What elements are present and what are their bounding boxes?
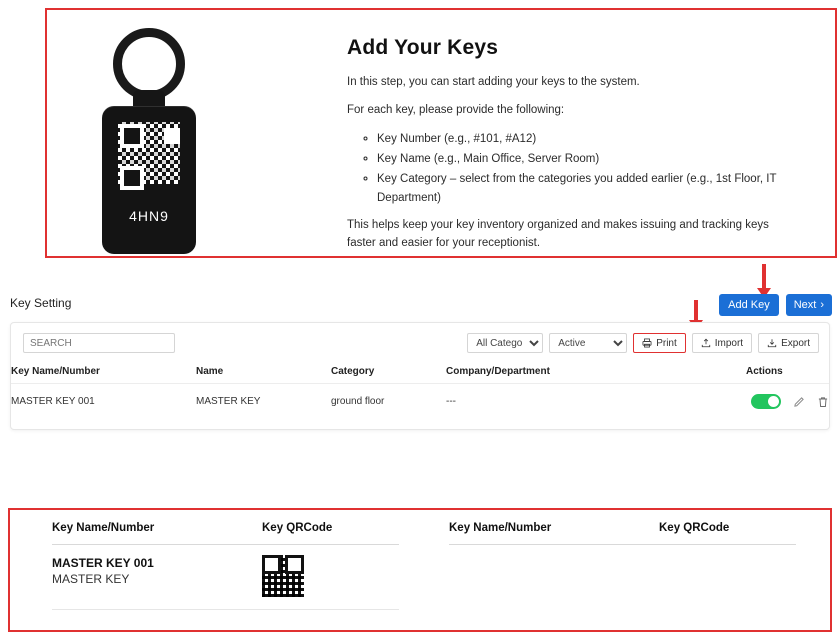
table-body [11,384,829,422]
status-filter-select[interactable] [549,333,627,353]
instruction-paragraph-1: In this step, you can start adding your keys to the system. [347,76,640,88]
section-actions [719,294,832,316]
print-preview-row [52,545,399,610]
toolbar-right-group [467,333,819,353]
export-icon [767,338,777,348]
table-row[interactable] [11,384,829,422]
key-table [11,361,829,421]
print-button[interactable] [633,333,686,353]
export-button-label: Export [781,337,810,349]
search-input[interactable] [23,333,175,353]
page-title: Add Your Keys [347,36,499,59]
print-header-qrcode-right: Key QRCode [659,522,730,534]
qrcode-icon [262,555,304,597]
column-header-name: Name [196,361,331,384]
cell-name: MASTER KEY [196,396,261,407]
print-preview-right-column [427,522,830,630]
keyfob-qr-icon [118,122,180,184]
list-item: ◦ Key Name (e.g., Main Office, Server Room) [377,150,793,168]
key-list-toolbar [11,323,829,361]
print-preview-panel [8,508,832,632]
instruction-panel [45,8,837,258]
keyfob-illustration [47,10,347,256]
row-action-group [746,394,829,409]
table-header-row [11,361,829,384]
print-preview-left-column [10,522,427,630]
list-item: ◦ Key Category – select from the categories you added earlier (e.g., 1st Floor, IT Department) [377,170,793,207]
column-header-actions: Actions [746,361,829,384]
column-header-key-number: Key Name/Number [11,361,196,384]
table-header [11,361,829,384]
import-icon [701,338,711,348]
edit-icon[interactable] [793,396,805,408]
category-filter-select[interactable] [467,333,543,353]
section-title: Key Setting [10,296,72,310]
keyfob-body [102,106,196,254]
keyfob-code-label: 4HN9 [129,208,169,224]
instruction-bullet-list [347,130,793,208]
chevron-right-icon: › [820,299,824,311]
print-header-key-name-right: Key Name/Number [449,522,552,534]
next-button[interactable] [786,294,832,316]
cell-key-number: MASTER KEY 001 [11,396,95,407]
print-header-qrcode: Key QRCode [262,522,333,534]
print-row-key-name: MASTER KEY [52,572,130,587]
cell-category: ground floor [331,396,385,407]
column-header-category: Category [331,361,446,384]
print-row-text [52,555,262,587]
import-button[interactable] [692,333,752,353]
instruction-paragraph-3: This helps keep your key inventory organized and makes issuing and tracking keys faster and easier for your receptionist. [347,219,769,249]
annotation-arrow-next [757,264,771,298]
column-header-company: Company/Department [446,361,746,384]
print-button-label: Print [656,337,677,349]
print-header-key-name: Key Name/Number [52,522,155,534]
print-preview-header-right [449,522,796,545]
print-preview-header-left [52,522,399,545]
add-key-button[interactable]: Add Key [719,294,779,316]
list-item: ◦ Key Number (e.g., #101, #A12) [377,130,793,148]
import-button-label: Import [714,337,744,349]
cell-actions [746,384,829,422]
key-list-card [10,322,830,430]
instruction-text [347,10,817,263]
instruction-paragraph-2: For each key, please provide the following: [347,103,565,116]
print-row-key-number: MASTER KEY 001 [52,556,154,570]
delete-icon[interactable] [817,396,829,408]
cell-company: --- [446,396,456,407]
active-toggle[interactable] [751,394,781,409]
printer-icon [642,338,652,348]
export-button[interactable] [758,333,819,353]
next-button-label: Next [793,299,817,311]
